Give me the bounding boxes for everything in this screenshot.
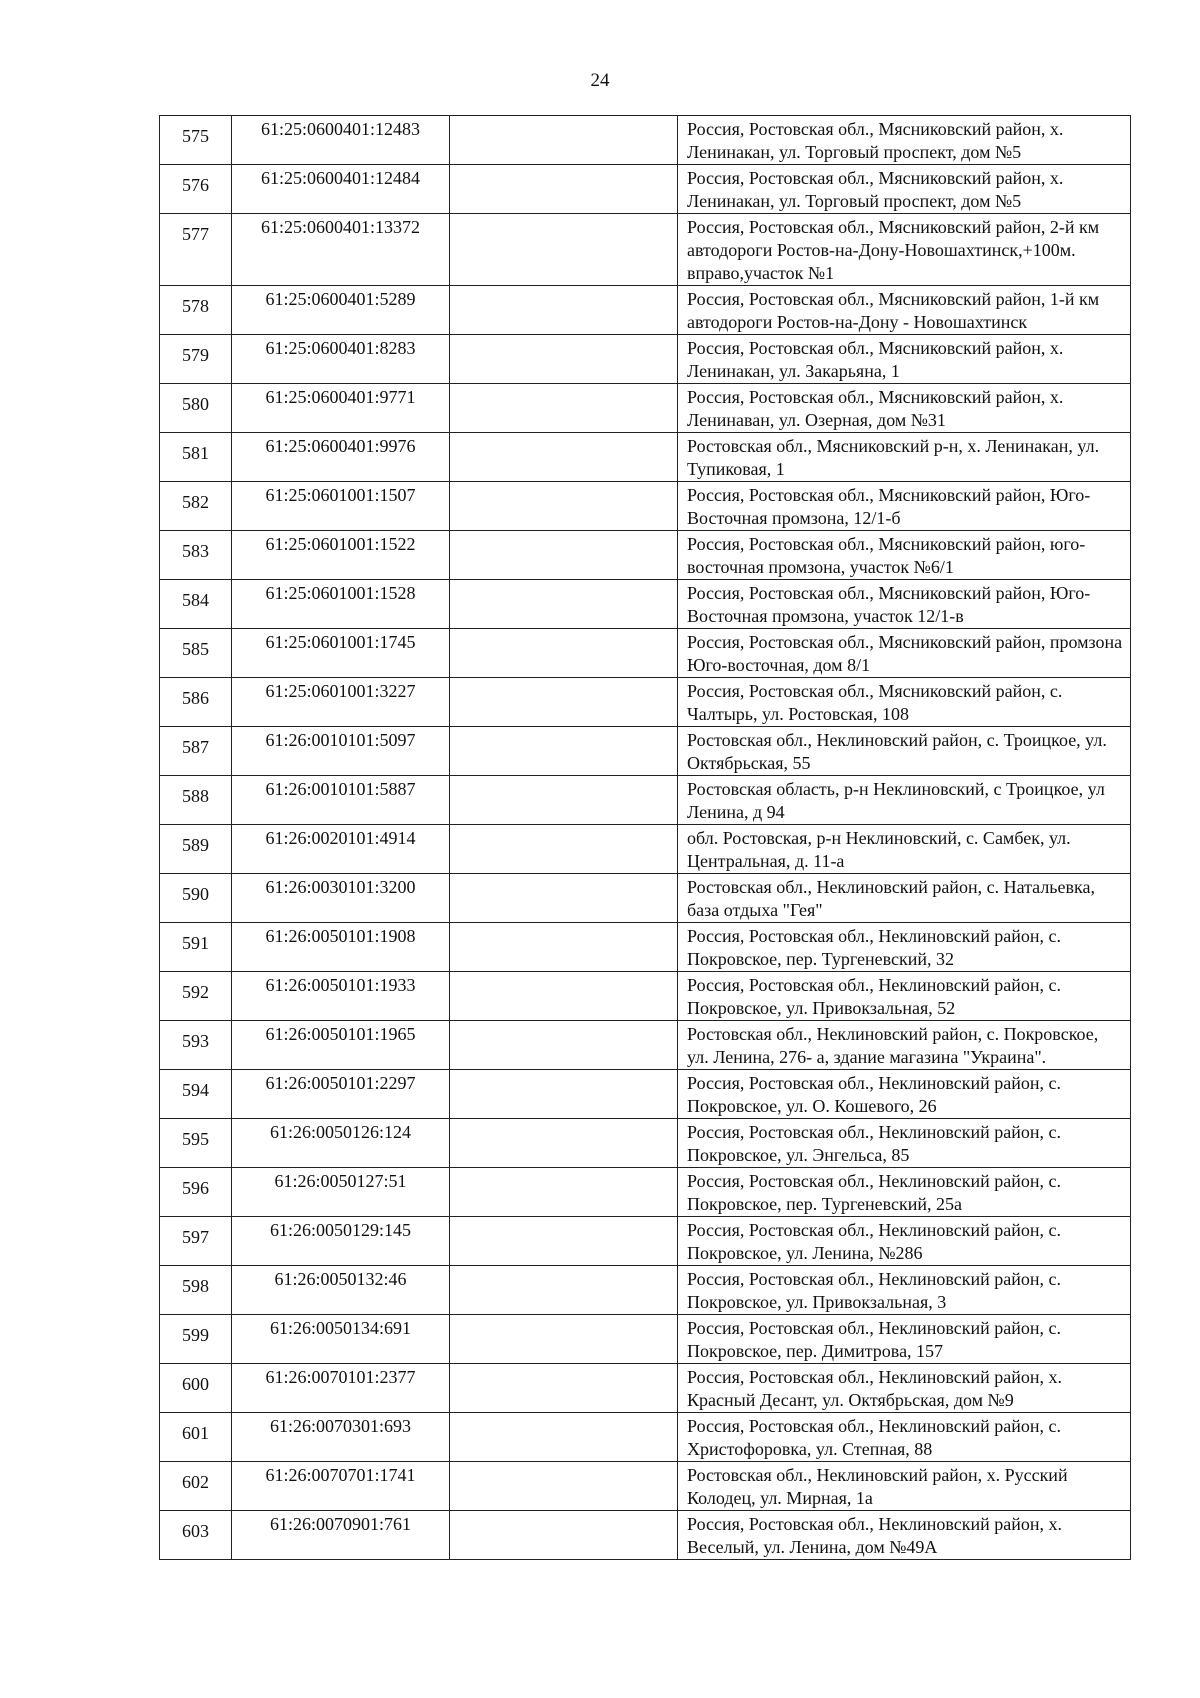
row-number: 589: [182, 835, 209, 855]
empty-cell: [450, 678, 678, 727]
row-number-cell: [160, 1217, 232, 1266]
address-cell: [678, 727, 1131, 776]
row-number-cell: [160, 1315, 232, 1364]
address: Россия, Ростовская обл., Неклиновский район, с. Покровское, ул. О. Кошевого, 26: [687, 1073, 1061, 1116]
address-cell: [678, 972, 1131, 1021]
address-cell: [678, 678, 1131, 727]
address: Россия, Ростовская обл., Мясниковский район, Юго-Восточная промзона, участок 12/1-в: [687, 583, 1091, 626]
row-number: 583: [182, 541, 209, 561]
empty-cell: [450, 1021, 678, 1070]
table-row: [160, 1119, 1131, 1168]
empty-cell: [450, 1413, 678, 1462]
empty-cell: [450, 972, 678, 1021]
address: Россия, Ростовская обл., Мясниковский район, Юго-Восточная промзона, 12/1-б: [687, 485, 1091, 528]
row-number-cell: [160, 1021, 232, 1070]
row-number: 580: [182, 394, 209, 414]
address-cell: [678, 165, 1131, 214]
empty-cell: [450, 1462, 678, 1511]
page-number: 24: [590, 70, 610, 91]
row-number: 581: [182, 443, 209, 463]
address: Россия, Ростовская обл., Неклиновский район, с. Покровское, ул. Привокзальная, 52: [687, 975, 1061, 1018]
cadastral-number: 61:25:0600401:5289: [265, 289, 416, 309]
cadastral-number-cell: [232, 972, 450, 1021]
row-number: 593: [182, 1031, 209, 1051]
cadastral-number: 61:25:0600401:12483: [260, 119, 420, 139]
cadastral-number-cell: [232, 335, 450, 384]
empty-cell: [450, 116, 678, 165]
row-number-cell: [160, 1462, 232, 1511]
row-number-cell: [160, 580, 232, 629]
cadastral-number-cell: [232, 1119, 450, 1168]
cadastral-number: 61:26:0050101:1965: [265, 1024, 416, 1044]
cadastral-number: 61:26:0050132:46: [274, 1269, 407, 1289]
cadastral-number: 61:26:0010101:5887: [265, 779, 416, 799]
table-row: [160, 874, 1131, 923]
empty-cell: [450, 1070, 678, 1119]
empty-cell: [450, 923, 678, 972]
cadastral-number: 61:26:0050129:145: [269, 1220, 411, 1240]
address-cell: [678, 874, 1131, 923]
address-cell: [678, 1119, 1131, 1168]
empty-cell: [450, 384, 678, 433]
row-number-cell: [160, 335, 232, 384]
address: Ростовская обл., Неклиновский район, с. Покровское, ул. Ленина, 276- а, здание магазина "Украина".: [687, 1024, 1099, 1067]
address-cell: [678, 116, 1131, 165]
row-number: 582: [182, 492, 209, 512]
row-number-cell: [160, 923, 232, 972]
table-body: [160, 116, 1131, 1560]
address-cell: [678, 1266, 1131, 1315]
cadastral-number: 61:25:0600401:9976: [265, 436, 416, 456]
table-row: [160, 727, 1131, 776]
cadastral-number-cell: [232, 1511, 450, 1560]
address: Россия, Ростовская обл., Неклиновский район, с. Христофоровка, ул. Степная, 88: [687, 1416, 1061, 1459]
address: Россия, Ростовская обл., Мясниковский район, х. Ленинаван, ул. Озерная, дом №31: [687, 387, 1064, 430]
cadastral-number-cell: [232, 1266, 450, 1315]
address: Россия, Ростовская обл., Неклиновский район, с. Покровское, пер. Димитрова, 157: [687, 1318, 1061, 1361]
cadastral-number-cell: [232, 1413, 450, 1462]
address-cell: [678, 384, 1131, 433]
address-cell: [678, 825, 1131, 874]
address: Россия, Ростовская обл., Мясниковский район, 2-й км автодороги Ростов-на-Дону-Новошахтинск,+100м. вправо,участок №1: [687, 217, 1100, 283]
table-row: [160, 384, 1131, 433]
table-row: [160, 678, 1131, 727]
address: Россия, Ростовская обл., Мясниковский район, х. Ленинакан, ул. Закарьяна, 1: [687, 338, 1064, 381]
address-cell: [678, 433, 1131, 482]
row-number-cell: [160, 1266, 232, 1315]
empty-cell: [450, 214, 678, 286]
address-cell: [678, 1315, 1131, 1364]
table-row: [160, 335, 1131, 384]
empty-cell: [450, 1511, 678, 1560]
row-number: 586: [182, 688, 209, 708]
address-cell: [678, 923, 1131, 972]
property-registry-table: [159, 115, 1131, 1560]
address: Россия, Ростовская обл., Неклиновский район, с. Покровское, ул. Энгельса, 85: [687, 1122, 1061, 1165]
table-row: [160, 825, 1131, 874]
row-number-cell: [160, 433, 232, 482]
row-number-cell: [160, 384, 232, 433]
address: Россия, Ростовская обл., Мясниковский район, промзона Юго-восточная, дом 8/1: [687, 632, 1123, 675]
cadastral-number-cell: [232, 286, 450, 335]
cadastral-number-cell: [232, 1168, 450, 1217]
row-number-cell: [160, 286, 232, 335]
row-number: 584: [182, 590, 209, 610]
empty-cell: [450, 531, 678, 580]
table-row: [160, 1070, 1131, 1119]
empty-cell: [450, 580, 678, 629]
row-number: 577: [182, 224, 209, 244]
cadastral-number-cell: [232, 433, 450, 482]
row-number: 592: [182, 982, 209, 1002]
cadastral-number-cell: [232, 1021, 450, 1070]
empty-cell: [450, 1266, 678, 1315]
address: Россия, Ростовская обл., Мясниковский район, х. Ленинакан, ул. Торговый проспект, дом №5: [687, 119, 1064, 162]
cadastral-number: 61:26:0010101:5097: [265, 730, 416, 750]
table-row: [160, 580, 1131, 629]
row-number-cell: [160, 531, 232, 580]
empty-cell: [450, 286, 678, 335]
cadastral-number-cell: [232, 1217, 450, 1266]
address-cell: [678, 1217, 1131, 1266]
row-number: 595: [182, 1129, 209, 1149]
cadastral-number: 61:26:0070101:2377: [265, 1367, 416, 1387]
row-number-cell: [160, 165, 232, 214]
empty-cell: [450, 825, 678, 874]
cadastral-number: 61:26:0050101:2297: [265, 1073, 416, 1093]
address-cell: [678, 1168, 1131, 1217]
row-number-cell: [160, 1119, 232, 1168]
row-number: 601: [182, 1423, 209, 1443]
cadastral-number-cell: [232, 825, 450, 874]
cadastral-number: 61:25:0601001:1507: [265, 485, 416, 505]
empty-cell: [450, 1119, 678, 1168]
table-row: [160, 776, 1131, 825]
row-number: 599: [182, 1325, 209, 1345]
cadastral-number: 61:25:0600401:8283: [265, 338, 416, 358]
address: Россия, Ростовская обл., Мясниковский район, х. Ленинакан, ул. Торговый проспект, дом №5: [687, 168, 1064, 211]
address: Ростовская обл., Неклиновский район, х. Русский Колодец, ул. Мирная, 1а: [687, 1465, 1068, 1508]
cadastral-number-cell: [232, 1315, 450, 1364]
table-row: [160, 1266, 1131, 1315]
address: Россия, Ростовская обл., Неклиновский район, с. Покровское, ул. Привокзальная, 3: [687, 1269, 1061, 1312]
row-number: 597: [182, 1227, 209, 1247]
empty-cell: [450, 165, 678, 214]
cadastral-number-cell: [232, 923, 450, 972]
row-number-cell: [160, 874, 232, 923]
table-row: [160, 1021, 1131, 1070]
cadastral-number: 61:25:0601001:1528: [265, 583, 416, 603]
row-number: 594: [182, 1080, 209, 1100]
row-number-cell: [160, 1413, 232, 1462]
cadastral-number-cell: [232, 1070, 450, 1119]
address: Россия, Ростовская обл., Неклиновский район, с. Покровское, пер. Тургеневский, 32: [687, 926, 1061, 969]
table-row: [160, 482, 1131, 531]
address: Ростовская обл., Неклиновский район, с. Натальевка, база отдыха "Гея": [687, 877, 1095, 920]
address-cell: [678, 1364, 1131, 1413]
address-cell: [678, 531, 1131, 580]
row-number: 585: [182, 639, 209, 659]
empty-cell: [450, 727, 678, 776]
empty-cell: [450, 629, 678, 678]
table-row: [160, 1315, 1131, 1364]
row-number-cell: [160, 678, 232, 727]
table-row: [160, 165, 1131, 214]
address-cell: [678, 776, 1131, 825]
table-row: [160, 1364, 1131, 1413]
empty-cell: [450, 1168, 678, 1217]
row-number-cell: [160, 1070, 232, 1119]
address-cell: [678, 482, 1131, 531]
empty-cell: [450, 335, 678, 384]
table-row: [160, 1217, 1131, 1266]
table-row: [160, 214, 1131, 286]
empty-cell: [450, 874, 678, 923]
table-row: [160, 433, 1131, 482]
row-number-cell: [160, 1511, 232, 1560]
address-cell: [678, 1413, 1131, 1462]
table-row: [160, 1413, 1131, 1462]
row-number: 603: [182, 1521, 209, 1541]
table-row: [160, 531, 1131, 580]
address-cell: [678, 1070, 1131, 1119]
address-cell: [678, 580, 1131, 629]
address: Россия, Ростовская обл., Мясниковский район, 1-й км автодороги Ростов-на-Дону - Новошахтинск: [687, 289, 1100, 332]
row-number-cell: [160, 1168, 232, 1217]
address-cell: [678, 629, 1131, 678]
address: Россия, Ростовская обл., Неклиновский район, х. Красный Десант, ул. Октябрьская, дом №9: [687, 1367, 1062, 1410]
cadastral-number: 61:25:0601001:3227: [265, 681, 416, 701]
cadastral-number: 61:26:0070701:1741: [265, 1465, 416, 1485]
address: Ростовская обл., Неклиновский район, с. Троицкое, ул. Октябрьская, 55: [687, 730, 1107, 773]
cadastral-number: 61:26:0050127:51: [274, 1171, 407, 1191]
cadastral-number-cell: [232, 629, 450, 678]
row-number-cell: [160, 214, 232, 286]
cadastral-number: 61:26:0050134:691: [269, 1318, 411, 1338]
cadastral-number-cell: [232, 1364, 450, 1413]
cadastral-number: 61:25:0600401:13372: [260, 217, 420, 237]
row-number: 596: [182, 1178, 209, 1198]
row-number: 578: [182, 296, 209, 316]
cadastral-number: 61:26:0050101:1933: [265, 975, 416, 995]
address: обл. Ростовская, р-н Неклиновский, с. Самбек, ул. Центральная, д. 11-а: [687, 828, 1071, 871]
row-number-cell: [160, 629, 232, 678]
cadastral-number: 61:25:0601001:1522: [265, 534, 416, 554]
row-number-cell: [160, 727, 232, 776]
table-row: [160, 286, 1131, 335]
address-cell: [678, 1462, 1131, 1511]
cadastral-number: 61:26:0030101:3200: [265, 877, 416, 897]
empty-cell: [450, 776, 678, 825]
cadastral-number: 61:26:0020101:4914: [265, 828, 416, 848]
cadastral-number-cell: [232, 531, 450, 580]
cadastral-number: 61:26:0070301:693: [269, 1416, 411, 1436]
cadastral-number: 61:26:0050101:1908: [265, 926, 416, 946]
cadastral-number-cell: [232, 165, 450, 214]
address: Ростовская область, р-н Неклиновский, с Троицкое, ул Ленина, д 94: [687, 779, 1105, 822]
cadastral-number: 61:26:0070901:761: [269, 1514, 411, 1534]
cadastral-number: 61:25:0600401:12484: [260, 168, 420, 188]
row-number-cell: [160, 776, 232, 825]
row-number: 598: [182, 1276, 209, 1296]
cadastral-number-cell: [232, 214, 450, 286]
table-row: [160, 1462, 1131, 1511]
row-number: 575: [182, 126, 209, 146]
empty-cell: [450, 482, 678, 531]
cadastral-number-cell: [232, 776, 450, 825]
table-row: [160, 923, 1131, 972]
address: Россия, Ростовская обл., Неклиновский район, х. Веселый, ул. Ленина, дом №49А: [687, 1514, 1062, 1557]
address-cell: [678, 286, 1131, 335]
address: Россия, Ростовская обл., Мясниковский район, юго-восточная промзона, участок №6/1: [687, 534, 1086, 577]
table-row: [160, 1168, 1131, 1217]
address-cell: [678, 1511, 1131, 1560]
table-row: [160, 1511, 1131, 1560]
cadastral-number: 61:26:0050126:124: [269, 1122, 411, 1142]
cadastral-number-cell: [232, 384, 450, 433]
address: Россия, Ростовская обл., Неклиновский район, с. Покровское, пер. Тургеневский, 25а: [687, 1171, 1061, 1214]
cadastral-number-cell: [232, 482, 450, 531]
cadastral-number-cell: [232, 1462, 450, 1511]
row-number: 588: [182, 786, 209, 806]
row-number: 600: [182, 1374, 209, 1394]
table-row: [160, 116, 1131, 165]
address-cell: [678, 214, 1131, 286]
row-number-cell: [160, 116, 232, 165]
empty-cell: [450, 433, 678, 482]
row-number-cell: [160, 825, 232, 874]
row-number-cell: [160, 1364, 232, 1413]
row-number: 576: [182, 175, 209, 195]
address: Ростовская обл., Мясниковский р-н, х. Ленинакан, ул. Тупиковая, 1: [687, 436, 1100, 479]
address: Россия, Ростовская обл., Мясниковский район, с. Чалтырь, ул. Ростовская, 108: [687, 681, 1063, 724]
empty-cell: [450, 1315, 678, 1364]
cadastral-number-cell: [232, 874, 450, 923]
address: Россия, Ростовская обл., Неклиновский район, с. Покровское, ул. Ленина, №286: [687, 1220, 1061, 1263]
cadastral-number-cell: [232, 678, 450, 727]
cadastral-number-cell: [232, 580, 450, 629]
table-row: [160, 629, 1131, 678]
cadastral-number-cell: [232, 116, 450, 165]
row-number-cell: [160, 482, 232, 531]
address-cell: [678, 1021, 1131, 1070]
empty-cell: [450, 1364, 678, 1413]
cadastral-number: 61:25:0601001:1745: [265, 632, 416, 652]
address-cell: [678, 335, 1131, 384]
cadastral-number: 61:25:0600401:9771: [265, 387, 416, 407]
cadastral-number-cell: [232, 727, 450, 776]
table-row: [160, 972, 1131, 1021]
empty-cell: [450, 1217, 678, 1266]
row-number-cell: [160, 972, 232, 1021]
row-number: 590: [182, 884, 209, 904]
row-number: 579: [182, 345, 209, 365]
row-number: 587: [182, 737, 209, 757]
row-number: 602: [182, 1472, 209, 1492]
row-number: 591: [182, 933, 209, 953]
